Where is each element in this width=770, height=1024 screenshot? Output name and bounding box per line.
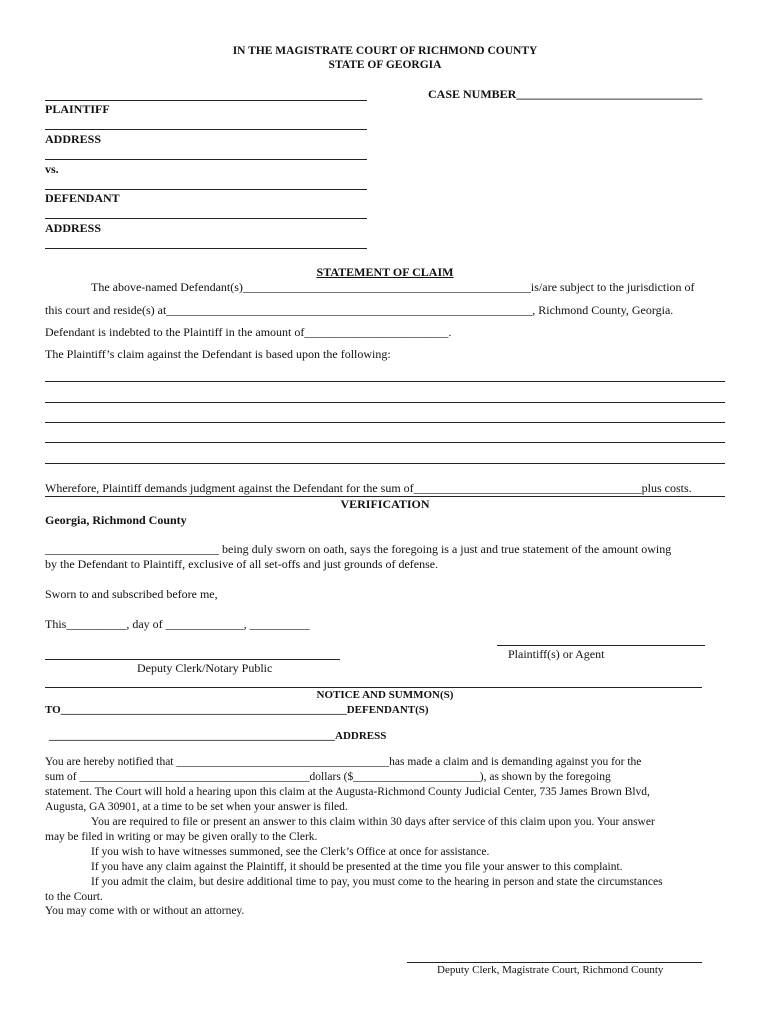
address2-label: ADDRESS — [45, 221, 102, 235]
claim-basis-line-5[interactable] — [45, 463, 725, 464]
claim-basis-line-3[interactable] — [45, 422, 725, 423]
verification-title: VERIFICATION — [340, 497, 430, 511]
case-number-field[interactable]: _______________________________ — [516, 87, 703, 101]
statement-line3: Defendant is indebted to the Plaintiff in the amount of________________________. — [45, 325, 452, 339]
notice-p3: If you wish to have witnesses summoned, see the Clerk’s Office at once for assistance. — [91, 846, 490, 858]
sworn-text: Sworn to and subscribed before me, — [45, 587, 218, 601]
case-number-label: CASE NUMBER — [428, 87, 517, 101]
plaintiff-line[interactable] — [45, 100, 367, 101]
notice-p5-line2: to the Court. — [45, 891, 103, 903]
case-number — [428, 87, 702, 102]
verification-county: Georgia, Richmond County — [45, 513, 187, 527]
plaintiff-label: PLAINTIFF — [45, 102, 110, 116]
statement-line1: The above-named Defendant(s)________________________________________________is/are subject to the jurisdiction of — [91, 280, 695, 294]
clerk-label: Deputy Clerk/Notary Public — [137, 661, 273, 675]
oath-line2: by the Defendant to Plaintiff, exclusive of all set-offs and just grounds of defense. — [45, 557, 439, 571]
defendant-label: DEFENDANT — [45, 191, 120, 205]
notice-p1-line2: sum of ________________________________________dollars ($______________________), as shown by the foregoing — [45, 771, 611, 783]
address1-line[interactable] — [45, 129, 367, 130]
notice-p2-line1: You are required to file or present an answer to this claim within 30 days after service of this claim upon you. Your answer — [91, 816, 655, 828]
vs-line[interactable] — [45, 159, 367, 160]
notice-divider — [45, 687, 702, 688]
wherefore-text: Wherefore, Plaintiff demands judgment against the Defendant for the sum of — [45, 481, 414, 495]
address1-label: ADDRESS — [45, 132, 102, 146]
wherefore-line — [45, 481, 692, 496]
claim-basis-line-4[interactable] — [45, 442, 725, 443]
defendant-line[interactable] — [45, 189, 367, 190]
claim-basis-line-1[interactable] — [45, 381, 725, 382]
notice-p1-line4: Augusta, GA 30901, at a time to be set when your answer is filed. — [45, 801, 348, 813]
court-title: IN THE MAGISTRATE COURT OF RICHMOND COUNTY — [232, 45, 538, 57]
deputy-signature-label: Deputy Clerk, Magistrate Court, Richmond County — [437, 964, 664, 976]
statement-line4: The Plaintiff’s claim against the Defendant is based upon the following: — [45, 347, 391, 361]
plaintiff-agent-label: Plaintiff(s) or Agent — [508, 647, 605, 661]
notice-title: NOTICE AND SUMMON(S) — [316, 689, 454, 701]
address2-line[interactable] — [45, 218, 367, 219]
notice-p5-line1: If you admit the claim, but desire additional time to pay, you must come to the hearing in person and state the circumstances — [91, 876, 663, 888]
notice-p4: If you have any claim against the Plaintiff, it should be presented at the time you file your answer to this complaint. — [91, 861, 623, 873]
clerk-signature-line[interactable] — [45, 659, 340, 660]
claim-basis-line-2[interactable] — [45, 402, 725, 403]
oath-line1: _____________________________ being duly sworn on oath, says the foregoing is a just and true statement of the amount owing — [45, 542, 672, 556]
to-defendant-line[interactable]: TO____________________________________________________DEFENDANT(S) — [45, 704, 429, 716]
notice-p2-line2: may be filed in writing or may be given orally to the Clerk. — [45, 831, 318, 843]
plus-costs-text: plus costs. — [641, 481, 692, 495]
notice-p1-line1: You are hereby notified that _____________________________________has made a claim and is demanding against you for the — [45, 756, 642, 768]
vs-label: vs. — [45, 162, 59, 176]
notice-p1-line3: statement. The Court will hold a hearing upon this claim at the Augusta-Richmond County Judicial Center, 735 James Brown Blvd, — [45, 786, 650, 798]
sum-field[interactable]: ______________________________________ — [413, 481, 642, 495]
deputy-signature-line[interactable] — [407, 962, 702, 963]
address2-value-line[interactable] — [45, 248, 367, 249]
notice-p6: You may come with or without an attorney. — [45, 905, 245, 917]
this-day-line[interactable]: This__________, day of _____________, __________ — [45, 617, 310, 631]
state-title: STATE OF GEORGIA — [328, 59, 442, 71]
statement-line2: this court and reside(s) at_____________________________________________________________, Richmond County, Georgia. — [45, 303, 674, 317]
statement-title: STATEMENT OF CLAIM — [316, 265, 454, 279]
to-address-line[interactable]: ____________________________________________________ADDRESS — [49, 730, 387, 742]
plaintiff-signature-line[interactable] — [497, 645, 705, 646]
